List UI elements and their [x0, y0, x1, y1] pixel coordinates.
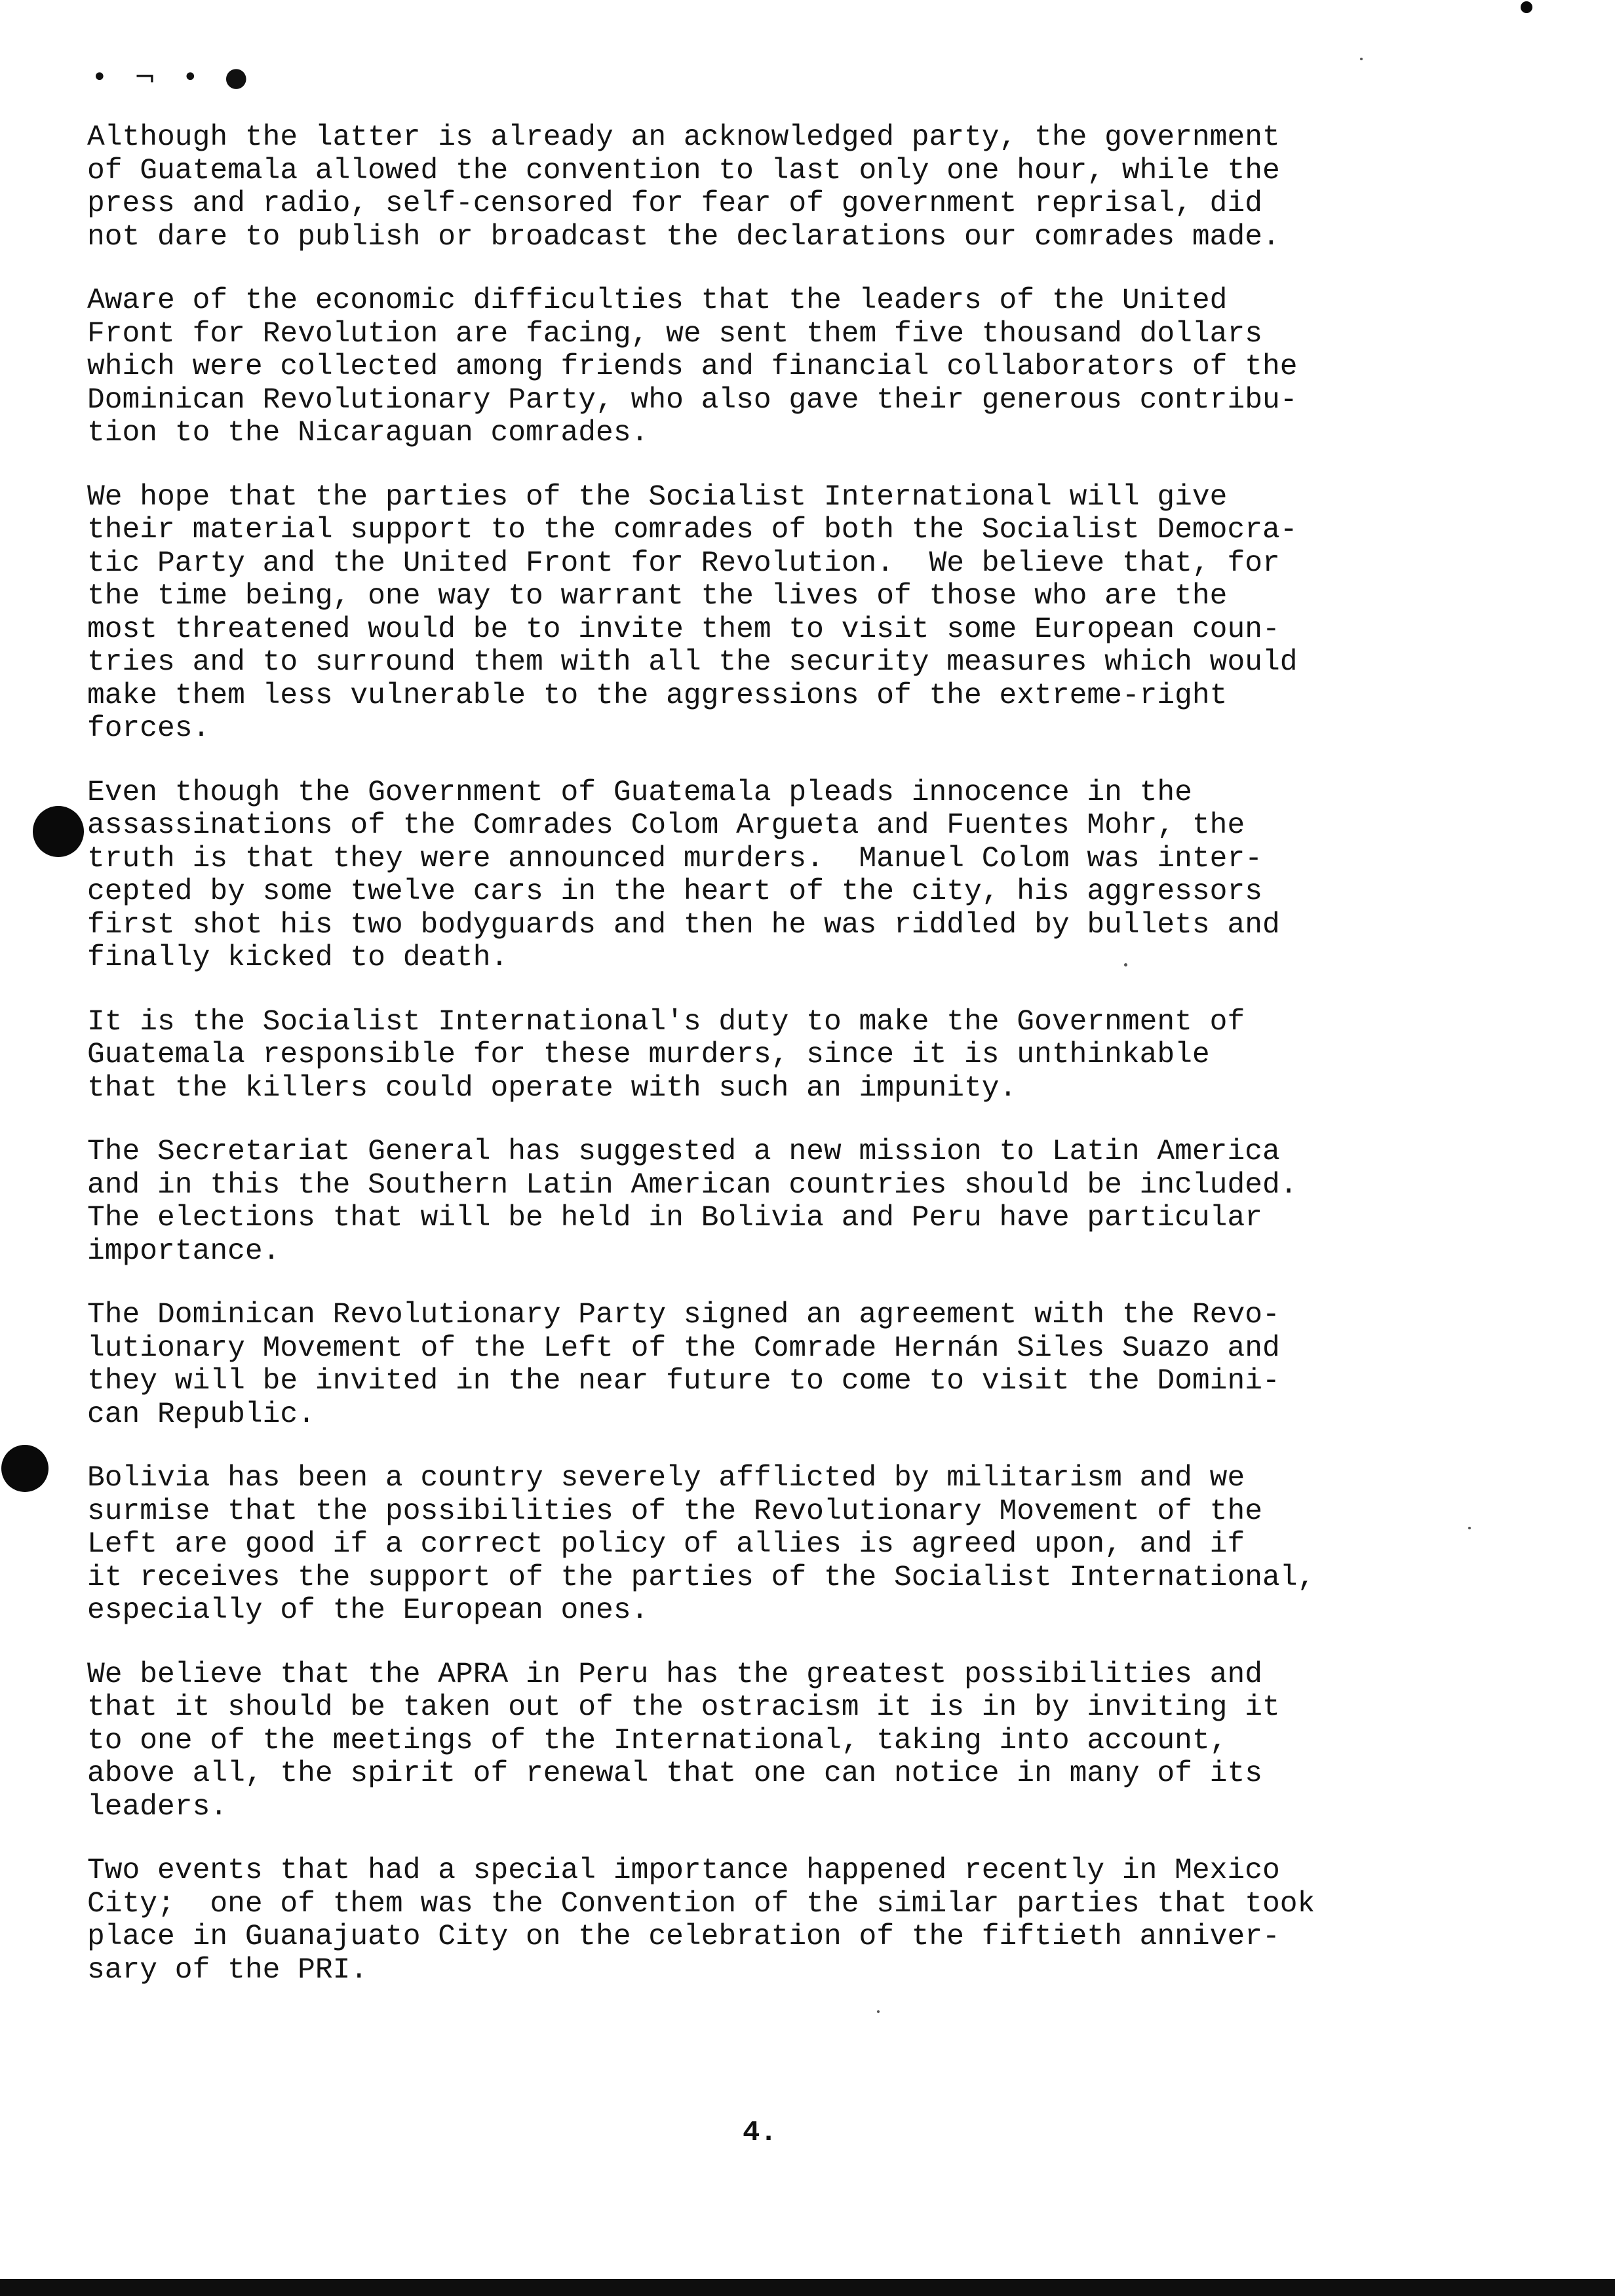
- text-line: they will be invited in the near future to come to visit the Domini-: [87, 1365, 1280, 1398]
- text-line: their material support to the comrades of both the Socialist Democra-: [87, 514, 1298, 546]
- text-line: first shot his two bodyguards and then he was riddled by bullets and: [87, 908, 1280, 942]
- text-line: most threatened would be to invite them to visit some European coun-: [87, 613, 1280, 646]
- text-line: We hope that the parties of the Socialist International will give: [87, 480, 1228, 514]
- paragraph: [87, 284, 1503, 450]
- text-line: City; one of them was the Convention of the similar parties that took: [87, 1887, 1315, 1921]
- text-line: Two events that had a special importance happened recently in Mexico: [87, 1854, 1280, 1887]
- header-marks: • ¬ • ●: [92, 62, 257, 92]
- text-line: the time being, one way to warrant the lives of those who are the: [87, 580, 1228, 613]
- text-line: lutionary Movement of the Left of the Comrade Hernán Siles Suazo and: [87, 1331, 1280, 1365]
- text-line: We believe that the APRA in Peru has the greatest possibilities and: [87, 1658, 1262, 1691]
- scan-speck: [1360, 58, 1363, 60]
- paragraph: [87, 1006, 1503, 1105]
- paragraph: [87, 1462, 1503, 1628]
- text-line: to one of the meetings of the International, taking into account,: [87, 1724, 1228, 1757]
- text-line: can Republic.: [87, 1398, 315, 1431]
- text-line: Even though the Government of Guatemala pleads innocence in the: [87, 776, 1192, 809]
- text-line: The elections that will be held in Bolivia and Peru have particular: [87, 1202, 1262, 1234]
- text-line: above all, the spirit of renewal that one can notice in many of its: [87, 1757, 1262, 1790]
- paragraph: [87, 1299, 1503, 1431]
- text-line: not dare to publish or broadcast the declarations our comrades made.: [87, 220, 1280, 254]
- text-line: Aware of the economic difficulties that the leaders of the United: [87, 284, 1228, 317]
- text-line: assassinations of the Comrades Colom Argueta and Fuentes Mohr, the: [87, 809, 1245, 842]
- paragraph: [87, 121, 1503, 254]
- text-line: sary of the PRI.: [87, 1953, 368, 1987]
- text-line: surmise that the possibilities of the Revolutionary Movement of the: [87, 1495, 1262, 1528]
- text-line: place in Guanajuato City on the celebration of the fiftieth anniver-: [87, 1921, 1280, 1953]
- text-line: press and radio, self-censored for fear of government reprisal, did: [87, 187, 1262, 220]
- text-line: cepted by some twelve cars in the heart of the city, his aggressors: [87, 875, 1262, 908]
- text-line: Bolivia has been a country severely afflicted by militarism and we: [87, 1462, 1245, 1495]
- text-line: tion to the Nicaraguan comrades.: [87, 417, 649, 450]
- paragraph: [87, 1658, 1503, 1824]
- corner-speck: [1521, 1, 1532, 13]
- text-line: it receives the support of the parties of the Socialist International,: [87, 1561, 1315, 1594]
- text-line: finally kicked to death.: [87, 942, 509, 974]
- text-line: which were collected among friends and financial collaborators of the: [87, 351, 1298, 383]
- text-line: Guatemala responsible for these murders, since it is unthinkable: [87, 1039, 1210, 1071]
- text-line: forces.: [87, 712, 210, 745]
- text-line: that it should be taken out of the ostracism it is in by inviting it: [87, 1691, 1280, 1724]
- text-line: tic Party and the United Front for Revolution. We believe that, for: [87, 546, 1280, 580]
- document-body: [87, 121, 1503, 2018]
- text-line: leaders.: [87, 1790, 228, 1824]
- text-line: importance.: [87, 1234, 281, 1268]
- text-line: truth is that they were announced murders. Manuel Colom was inter-: [87, 842, 1262, 875]
- punch-hole-mark: [1, 1445, 49, 1492]
- page-number: 4.: [743, 2116, 777, 2149]
- text-line: make them less vulnerable to the aggressions of the extreme-right: [87, 679, 1228, 712]
- paragraph: [87, 481, 1503, 746]
- text-line: The Secretariat General has suggested a new mission to Latin America: [87, 1136, 1280, 1168]
- text-line: of Guatemala allowed the convention to last only one hour, while the: [87, 154, 1280, 187]
- paragraph: [87, 1136, 1503, 1268]
- text-line: and in this the Southern Latin American countries should be included.: [87, 1168, 1298, 1202]
- scan-bottom-edge: [0, 2279, 1615, 2296]
- text-line: Dominican Revolutionary Party, who also gave their generous contribu-: [87, 383, 1298, 417]
- text-line: especially of the European ones.: [87, 1594, 649, 1627]
- text-line: It is the Socialist International's duty to make the Government of: [87, 1005, 1245, 1039]
- text-line: that the killers could operate with such an impunity.: [87, 1071, 1017, 1105]
- text-line: Left are good if a correct policy of allies is agreed upon, and if: [87, 1528, 1245, 1561]
- text-line: tries and to surround them with all the security measures which would: [87, 646, 1298, 679]
- punch-hole-mark: [33, 806, 84, 857]
- paragraph: [87, 776, 1503, 975]
- text-line: Although the latter is already an acknowledged party, the government: [87, 121, 1280, 154]
- text-line: The Dominican Revolutionary Party signed an agreement with the Revo-: [87, 1299, 1280, 1331]
- text-line: Front for Revolution are facing, we sent them five thousand dollars: [87, 317, 1262, 351]
- paragraph: [87, 1854, 1503, 1987]
